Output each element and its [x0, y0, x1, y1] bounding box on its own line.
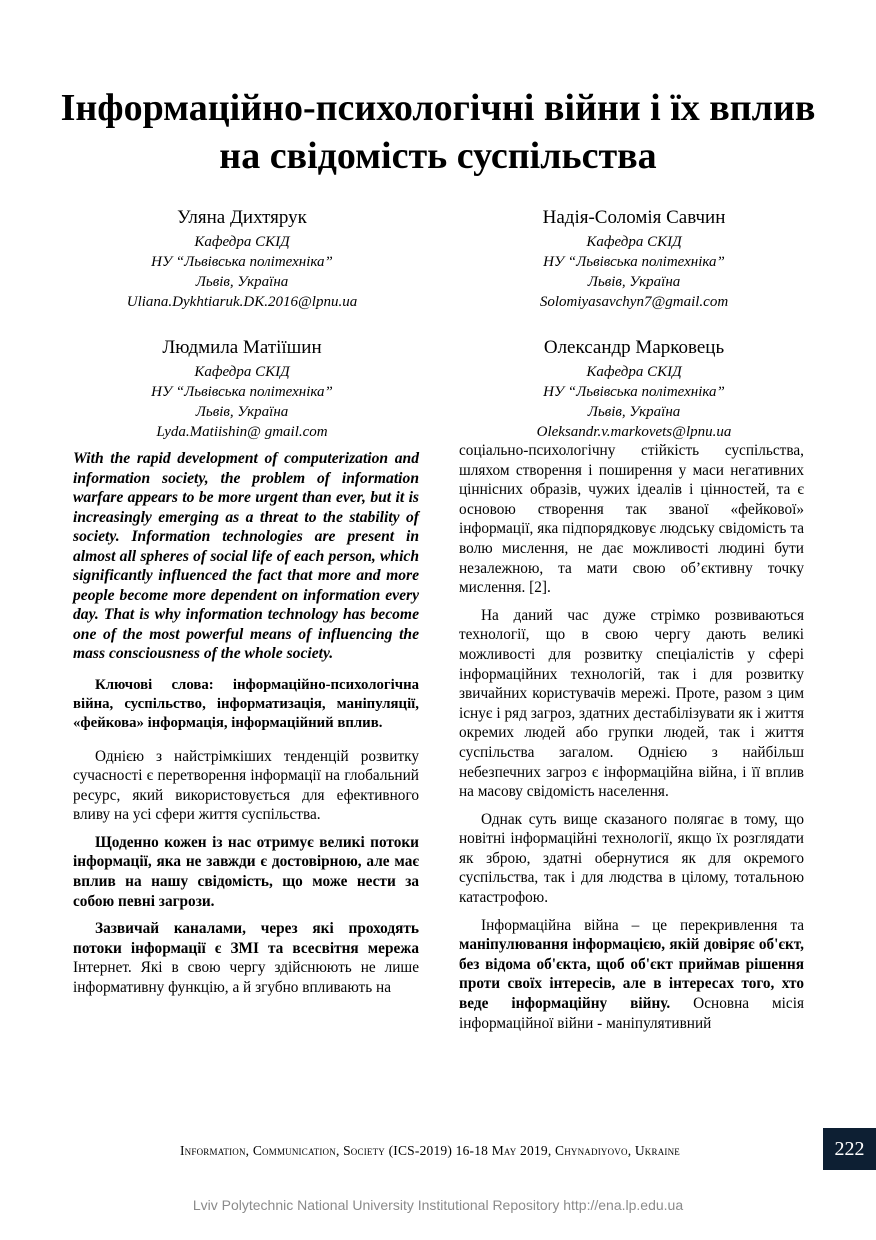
body-paragraph — [459, 916, 804, 1034]
page-number: 222 — [823, 1128, 876, 1170]
author-block — [464, 336, 804, 442]
bold-text: Зазвичай каналами, через які проходять потоки інформації є ЗМІ та всесвітня мережа — [73, 920, 419, 957]
body-paragraph — [73, 919, 419, 997]
left-column — [73, 449, 419, 998]
author-university: НУ “Львівська політехніка” — [151, 254, 333, 270]
author-university: НУ “Львівська політехніка” — [543, 384, 725, 400]
author-city: Львів, Україна — [195, 274, 289, 290]
author-university: НУ “Львівська політехніка” — [543, 254, 725, 270]
author-email[interactable]: Oleksandr.v.markovets@lpnu.ua — [536, 424, 732, 440]
author-city: Львів, Україна — [195, 404, 289, 420]
author-name: Людмила Матіїшин — [162, 337, 322, 358]
author-city: Львів, Україна — [587, 274, 681, 290]
body-paragraph: Щоденно кожен із нас отримує великі потоки інформації, яка не завжди є достовірною, але має вплив на нашу свідомість, що може нести за собою певні загрози. — [73, 833, 419, 910]
author-department: Кафедра СКІД — [194, 234, 290, 250]
body-paragraph: На даний час дуже стрімко розвиваються технології, що в свою чергу дають великі можливості для розвитку спеціалістів у сфері інформаційних технологій, так і для розвитку звичайних користувачів мережі. Проте, разом з цим існує і ряд загроз, здатних дестабілізувати як і життя окремих людей або групки людей, так і життя суспільства загалом. Однією з найбільш небезпечних загроз є інформаційна війна, і її вплив на масову свідомість населення. — [459, 606, 804, 801]
author-university: НУ “Львівська політехніка” — [151, 384, 333, 400]
body-paragraph: Однак суть вище сказаного полягає в тому, що новітні інформаційні технології, якщо їх розглядати як зброю, здатні обернутися як для окремого суспільства, так і для людства в цілому, тотальною катастрофою. — [459, 810, 804, 907]
right-column — [459, 441, 804, 1033]
author-department: Кафедра СКІД — [194, 364, 290, 380]
keywords: Ключові слова: інформаційно-психологічна війна, суспільство, інформатизація, маніпуляції, «фейкова» інформація, інформаційний вплив. — [73, 676, 419, 731]
conference-footer: Information, Communication, Society (ICS-2019) 16-18 May 2019, Chynadiyovo, Ukraine — [179, 1143, 681, 1158]
author-department: Кафедра СКІД — [586, 364, 682, 380]
bold-text: маніпулювання інформацією, якій довіряє об'єкт, без відома об'єкта, щоб об'єкт приймав рішення проти своїх інтересів, але в інтересах того, хто веде інформаційну війну. — [459, 936, 804, 1013]
body-text: Основна місія інформаційної війни - маніпулятивний — [459, 995, 804, 1032]
author-name: Олександр Марковець — [543, 337, 725, 358]
repository-note[interactable]: Lviv Polytechnic National University Institutional Repository http://ena.lp.edu.ua — [192, 1197, 684, 1213]
body-paragraph: соціально-психологічну стійкість суспільства, шляхом створення і поширення у маси негативних ціннісних образів, чужих ідеалів і цінностей, та є основою створення так званої «фейкової» інформації, яка підпорядковує людську свідомість та волю мислення, не дає можливості людині бути незалежною, та мати свою об’єктивну точку мислення. [2]. — [459, 442, 804, 597]
author-block — [72, 206, 412, 312]
paper-title: Інформаційно-психологічні війни і їх вплив на свідомість суспільства — [60, 87, 816, 177]
author-block — [464, 206, 804, 312]
author-city: Львів, Україна — [587, 404, 681, 420]
author-email[interactable]: Lyda.Matiishin@ gmail.com — [156, 424, 328, 440]
author-email[interactable]: Uliana.Dykhtiaruk.DK.2016@lpnu.ua — [126, 294, 358, 310]
author-department: Кафедра СКІД — [586, 234, 682, 250]
author-block — [72, 336, 412, 442]
body-paragraph: Однією з найстрімкіших тенденцій розвитку сучасності є перетворення інформації на глобальний ресурс, який використовується для ефективного вливу на усі сфери життя суспільства. — [73, 747, 419, 824]
author-name: Надія-Соломія Савчин — [542, 207, 726, 228]
body-text: Інтернет. Які в свою чергу здійснюють не лише інформативну функцію, а й згубно впливають на — [73, 959, 419, 997]
body-text: Інформаційна війна – це перекривлення та — [481, 916, 804, 934]
author-name: Уляна Дихтярук — [177, 207, 307, 228]
author-email[interactable]: Solomiyasavchyn7@gmail.com — [539, 294, 729, 310]
abstract: With the rapid development of computerization and information society, the problem of information warfare appears to be more urgent than ever, but it is increasingly emerging as a threat to the stability of society. Information technologies are present in almost all spheres of social life of each person, which significantly influenced the fact that more and more people become more dependent on information every day. That is why information technology has become one of the most powerful means of influencing the mass consciousness of the whole society. — [73, 450, 419, 662]
